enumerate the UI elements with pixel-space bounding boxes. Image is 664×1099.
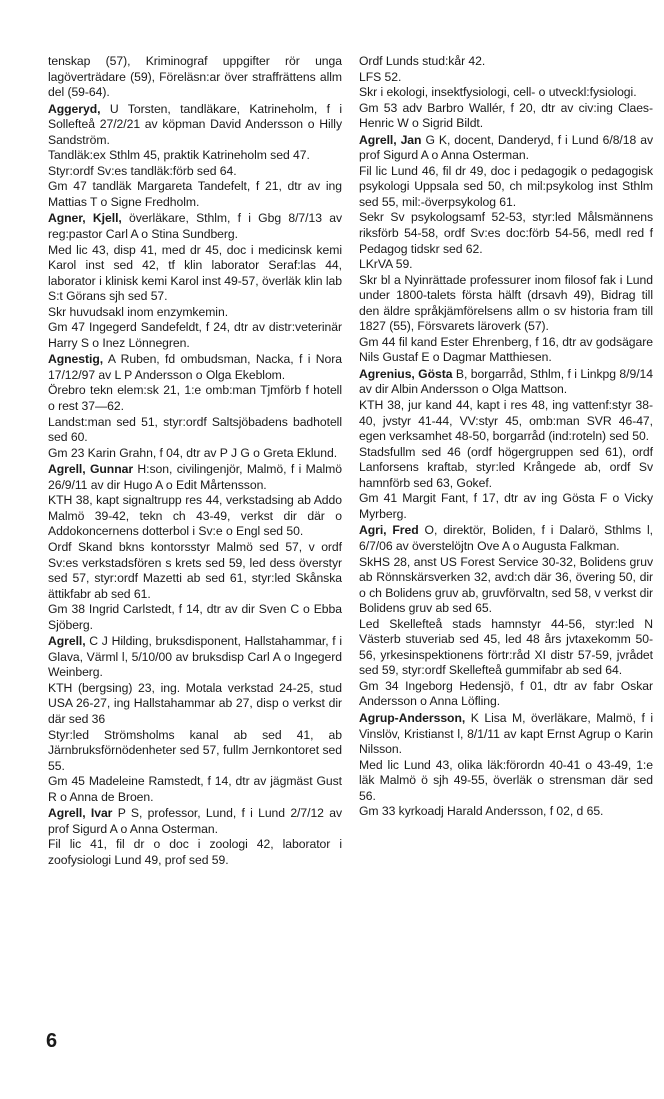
paragraph-text: Gm 33 kyrkoadj Harald Andersson, f 02, d 65.	[359, 804, 604, 819]
left-column	[48, 54, 342, 868]
right-column	[359, 54, 653, 820]
paragraph	[359, 335, 653, 366]
paragraph	[359, 445, 653, 492]
paragraph	[359, 101, 653, 132]
paragraph	[48, 446, 342, 462]
paragraph-text: Örebro tekn elem:sk 21, 1:e omb:man Tjmförb f hotell o rest 37—62.	[48, 383, 342, 414]
page-number: 6	[46, 1030, 58, 1052]
paragraph	[48, 54, 342, 101]
paragraph-text: U Torsten, tandläkare, Katrineholm, f i Sollefteå 27/2/21 av köpman David Andersson o Hilly Sandström.	[48, 101, 342, 147]
paragraph-text: Ordf Skand bkns kontorsstyr Malmö sed 57, v ordf Sv:es verkstadsfören s krets sed 59, led dess överstyr sed 57, styr:ordf Mazetti ab sed 61, styr:led Skånska ättikfabr ab sed 61.	[48, 539, 342, 601]
paragraph-text: Led Skellefteå stads hamnstyr 44-56, styr:led N Västerb stuveriab sed 45, led 48 års jvtaxekomm 50-56, yrkesinspektionens förtr:råd XI distr 57-59, jvrådet sed 59, styr:ordf Skellefteå gummifabr ab sed 64.	[359, 616, 653, 678]
paragraph-text: Gm 34 Ingeborg Hedensjö, f 01, dtr av fabr Oskar Andersson o Anna Löfling.	[359, 678, 653, 709]
paragraph-text: Gm 23 Karin Grahn, f 04, dtr av P J G o Greta Eklund.	[48, 445, 338, 460]
paragraph-text: Gm 44 fil kand Ester Ehrenberg, f 16, dtr av godsägare Nils Gustaf E o Dagmar Matthiesen.	[359, 334, 653, 365]
paragraph	[359, 54, 653, 70]
paragraph	[359, 555, 653, 617]
paragraph-text: B, borgarråd, Sthlm, f i Linkpg 8/9/14 av dir Albin Andersson o Olga Mattson.	[359, 366, 653, 397]
paragraph-text: Styr:led Strömsholms kanal ab sed 41, ab Järnbruksförnödenheter sed 57, fullm Jernkontoret sed 55.	[48, 727, 342, 773]
paragraph-text: Gm 47 Ingegerd Sandefeldt, f 24, dtr av distr:veterinär Harry S o Inez Lönnegren.	[48, 320, 342, 350]
paragraph	[48, 305, 342, 321]
paragraph-text: LFS 52.	[359, 69, 402, 84]
paragraph-text: KTH 38, kapt signaltrupp res 44, verkstadsing ab Addo Malmö 39-42, tekn ch 43-49, verkst dir där o Addokoncernens dotterbol i Sv:e o Engl sed 50.	[48, 493, 342, 539]
entry-name: Agrell, Ivar	[48, 806, 113, 821]
paragraph	[48, 493, 342, 540]
entry-name: Agrell, Jan	[359, 132, 422, 147]
paragraph-text: Landst:man sed 51, styr:ordf Saltsjöbadens badhotell sed 60.	[48, 414, 342, 445]
biography-entry	[48, 102, 342, 149]
paragraph	[48, 602, 342, 633]
paragraph-text: Fil lic Lund 46, fil dr 49, doc i pedagogik o pedagogisk psykologi Uppsala sed 50, ch mil:psykolog inst Sthlm sed 55, mil:-överpsykolog 61.	[359, 163, 653, 209]
paragraph-text: K Lisa M, överläkare, Malmö, f i Vinslöv, Kristianst l, 8/1/11 av kapt Ernst Agrup o Karin Nilsson.	[359, 710, 653, 757]
paragraph-text: Med lic 43, disp 41, med dr 45, doc i medicinsk kemi Karol inst sed 42, tf klin laborator Seraf:las 44, laborator i klinisk kemi Karol inst 49-57, överläk klin lab S:t Görans sjh sed 57.	[48, 242, 342, 304]
biography-entry	[48, 352, 342, 383]
paragraph	[359, 70, 653, 86]
entry-name: Agri, Fred	[359, 523, 419, 538]
biography-entry	[48, 806, 342, 837]
paragraph-text: Gm 41 Margit Fant, f 17, dtr av ing Gösta F o Vicky Myrberg.	[359, 491, 653, 521]
paragraph	[359, 85, 653, 101]
biography-entry	[48, 634, 342, 681]
biography-entry	[359, 367, 653, 398]
entry-name: Agrup-Andersson,	[359, 710, 466, 725]
paragraph-text: KTH 38, jur kand 44, kapt i res 48, ing vattenf:styr 38-40, jvstyr 41-44, VV:styr 45, omb:man SVR 46-47, egen verksamhet 48-50, borgarråd (ind:roteln) sed 50.	[359, 398, 653, 444]
biography-entry	[48, 211, 342, 242]
paragraph	[359, 164, 653, 211]
paragraph	[48, 681, 342, 728]
entry-name: Agrell, Gunnar	[48, 462, 134, 477]
paragraph	[48, 774, 342, 805]
paragraph	[48, 540, 342, 602]
biography-entry	[359, 523, 653, 554]
paragraph-text: P S, professor, Lund, f i Lund 2/7/12 av prof Sigurd A o Anna Osterman.	[48, 806, 342, 836]
paragraph-text: LKrVA 59.	[359, 257, 413, 272]
paragraph	[359, 491, 653, 522]
paragraph-text: Skr huvudsakl inom enzymkemin.	[48, 304, 229, 319]
paragraph	[359, 398, 653, 445]
paragraph-text: O, direktör, Boliden, f i Dalarö, Sthlms l, 6/7/06 av överstelöjtn Ove A o Augusta Falkman.	[359, 523, 653, 553]
paragraph-text: KTH (bergsing) 23, ing. Motala verkstad 24-25, stud USA 26-27, ing Hallstahammar ab 27, disp o verkst dir där sed 36	[48, 680, 342, 726]
paragraph	[359, 804, 653, 820]
paragraph	[48, 320, 342, 351]
paragraph-text: Skr i ekologi, insektfysiologi, cell- o utveckl:fysiologi.	[359, 85, 637, 100]
entry-name: Agrell,	[48, 634, 86, 649]
paragraph	[48, 837, 342, 868]
entry-name: Agner, Kjell,	[48, 211, 122, 226]
entry-name: Agrenius, Gösta	[359, 366, 453, 381]
paragraph-text: överläkare, Sthlm, f i Gbg 8/7/13 av reg:pastor Carl A o Stina Sundberg.	[48, 211, 342, 242]
paragraph-text: tenskap (57), Kriminograf uppgifter rör unga lagöverträdare (59), Föreläsn:ar över straffrättens allm del (59-64).	[48, 54, 342, 100]
paragraph	[359, 273, 653, 335]
biography-entry	[359, 711, 653, 758]
paragraph-text: Skr bl a Nyinrättade professurer inom filosof fak i Lund under 1800-talets första hälft (drsavh 49), Bidrag till den äldre språkjämförelsens allm o sv historia fram till 1827 (55), Försvarets läroverk (57).	[359, 272, 653, 334]
paragraph	[359, 617, 653, 679]
paragraph-text: G K, docent, Danderyd, f i Lund 6/8/18 av prof Sigurd A o Anna Osterman.	[359, 132, 653, 163]
paragraph	[359, 257, 653, 273]
paragraph-text: SkHS 28, anst US Forest Service 30-32, Bolidens gruv ab Rönnskärsverken 32, avd:ch där 36, övering 50, dir o ch Bolidens gruv ab, gruvförvaltn, sed 58, v verkst dir Bolidens gruv ab sed 65.	[359, 554, 653, 616]
paragraph	[359, 758, 653, 805]
paragraph	[48, 383, 342, 414]
paragraph	[48, 164, 342, 180]
paragraph	[48, 148, 342, 164]
paragraph-text: Sekr Sv psykologsamf 52-53, styr:led Målsmännens riksförb 54-58, ordf Sv:es doc:förb 54-56, medl red f Pedagog tidskr sed 62.	[359, 210, 653, 256]
entry-name: Agnestig,	[48, 352, 104, 367]
paragraph	[48, 179, 342, 210]
paragraph-text: Gm 45 Madeleine Ramstedt, f 14, dtr av jägmäst Gust R o Anna de Broen.	[48, 774, 342, 804]
paragraph	[48, 728, 342, 775]
paragraph-text: Ordf Lunds stud:kår 42.	[359, 54, 486, 68]
entry-name: Aggeryd,	[48, 101, 101, 116]
paragraph	[48, 243, 342, 305]
paragraph-text: Gm 53 adv Barbro Wallér, f 20, dtr av civ:ing Claes-Henric W o Sigrid Bildt.	[359, 100, 653, 131]
paragraph-text: A Ruben, fd ombudsman, Nacka, f i Nora 17/12/97 av L P Andersson o Olga Ekeblom.	[48, 352, 342, 382]
paragraph-text: Fil lic 41, fil dr o doc i zoologi 42, laborator i zoofysiologi Lund 49, prof sed 59.	[48, 837, 342, 867]
paragraph-text: Stadsfullm sed 46 (ordf högergruppen sed 61), ordf Lanforsens kraftab, styr:led Krångede ab, ordf Sv hamnförb sed 63, Gokef.	[359, 444, 653, 490]
paragraph-text: H:son, civilingenjör, Malmö, f i Malmö 26/9/11 av dir Hugo A o Edit Mårtensson.	[48, 462, 342, 492]
paragraph	[48, 415, 342, 446]
paragraph-text: Styr:ordf Sv:es tandläk:förb sed 64.	[48, 163, 237, 178]
paragraph-text: Med lic Lund 43, olika läk:förordn 40-41 o 43-49, 1:e läk Malmö ö sjh 49-55, överläk o strensman där sed 56.	[359, 757, 653, 803]
biography-entry	[359, 133, 653, 164]
paragraph	[359, 210, 653, 257]
paragraph-text: Gm 38 Ingrid Carlstedt, f 14, dtr av dir Sven C o Ebba Sjöberg.	[48, 602, 342, 632]
biography-entry	[48, 462, 342, 493]
paragraph-text: C J Hilding, bruksdisponent, Hallstahammar, f i Glava, Värml l, 5/10/00 av bruksdisp Carl A o Ingegerd Weinberg.	[48, 634, 342, 680]
paragraph-text: Gm 47 tandläk Margareta Tandefelt, f 21, dtr av ing Mattias T o Signe Fredholm.	[48, 179, 342, 209]
paragraph	[359, 679, 653, 710]
paragraph-text: Tandläk:ex Sthlm 45, praktik Katrineholm sed 47.	[48, 148, 310, 163]
